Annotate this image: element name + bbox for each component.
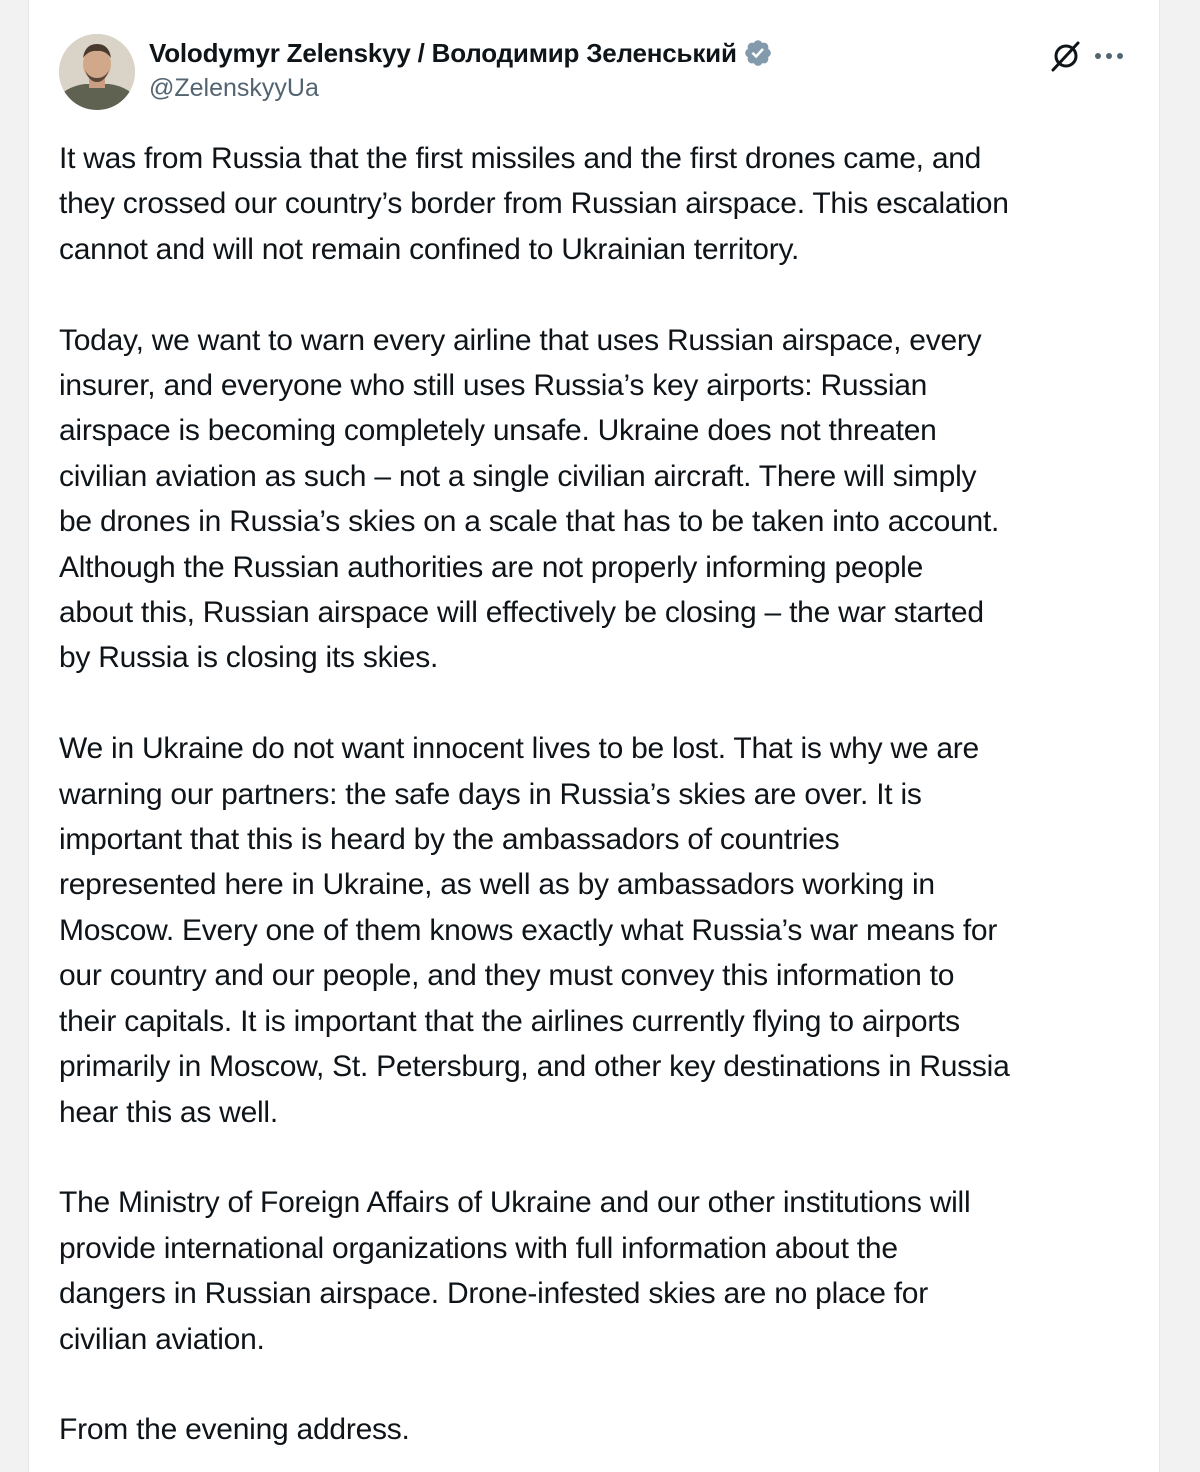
post-paragraph-2: Today, we want to warn every airline that uses Russian airspace, every insurer, and everyone who still uses Russia’s key airports: Russian airspace is becoming completely unsafe. Ukraine does not threaten civilian aviation as such – not a single civilian aircraft. There will simply be drones in Russia’s skies on a scale that has to be taken into account. Although the Russian authorities are not properly informing people about this, Russian airspace will effectively be closing – the war started by Russia is closing its skies. xyxy=(59,323,1000,675)
grok-icon xyxy=(1048,39,1082,73)
display-name[interactable]: Volodymyr Zelenskyy / Володимир Зеленський xyxy=(149,37,737,68)
handle[interactable]: @ZelenskyyUa xyxy=(149,74,319,102)
name-row xyxy=(149,36,773,70)
post-paragraph-4: The Ministry of Foreign Affairs of Ukraine and our other institutions will provide international organizations with full information about the dangers in Russian airspace. Drone-infested skies are no place for civilian aviation. xyxy=(59,1186,971,1356)
more-options-button[interactable] xyxy=(1091,38,1127,74)
avatar[interactable] xyxy=(59,34,135,110)
post-header xyxy=(29,30,1159,110)
grok-button[interactable] xyxy=(1047,38,1083,74)
post-paragraph-1: It was from Russia that the first missiles and the first drones came, and they crossed our country’s border from Russian airspace. This escalation cannot and will not remain confined to Ukrainian territory. xyxy=(59,142,1009,266)
post-card xyxy=(28,0,1160,1472)
more-options-icon xyxy=(1094,52,1124,60)
post-paragraph-5: From the evening address. xyxy=(59,1413,410,1447)
post-paragraph-3: We in Ukraine do not want innocent lives to be lost. That is why we are warning our partners: the safe days in Russia’s skies are over. It is important that this is heard by the ambassadors of countries represented here in Ukraine, as well as by ambassadors working in Moscow. Every one of them knows exactly what Russia’s war means for our country and our people, and they must convey this information to their capitals. It is important that the airlines currently flying to airports primarily in Moscow, St. Petersburg, and other key destinations in Russia hear this as well. xyxy=(59,732,1010,1129)
post-text xyxy=(59,136,1139,1453)
profile-photo-icon xyxy=(59,34,135,110)
verified-badge-icon[interactable] xyxy=(743,38,773,68)
author-info xyxy=(149,36,773,103)
